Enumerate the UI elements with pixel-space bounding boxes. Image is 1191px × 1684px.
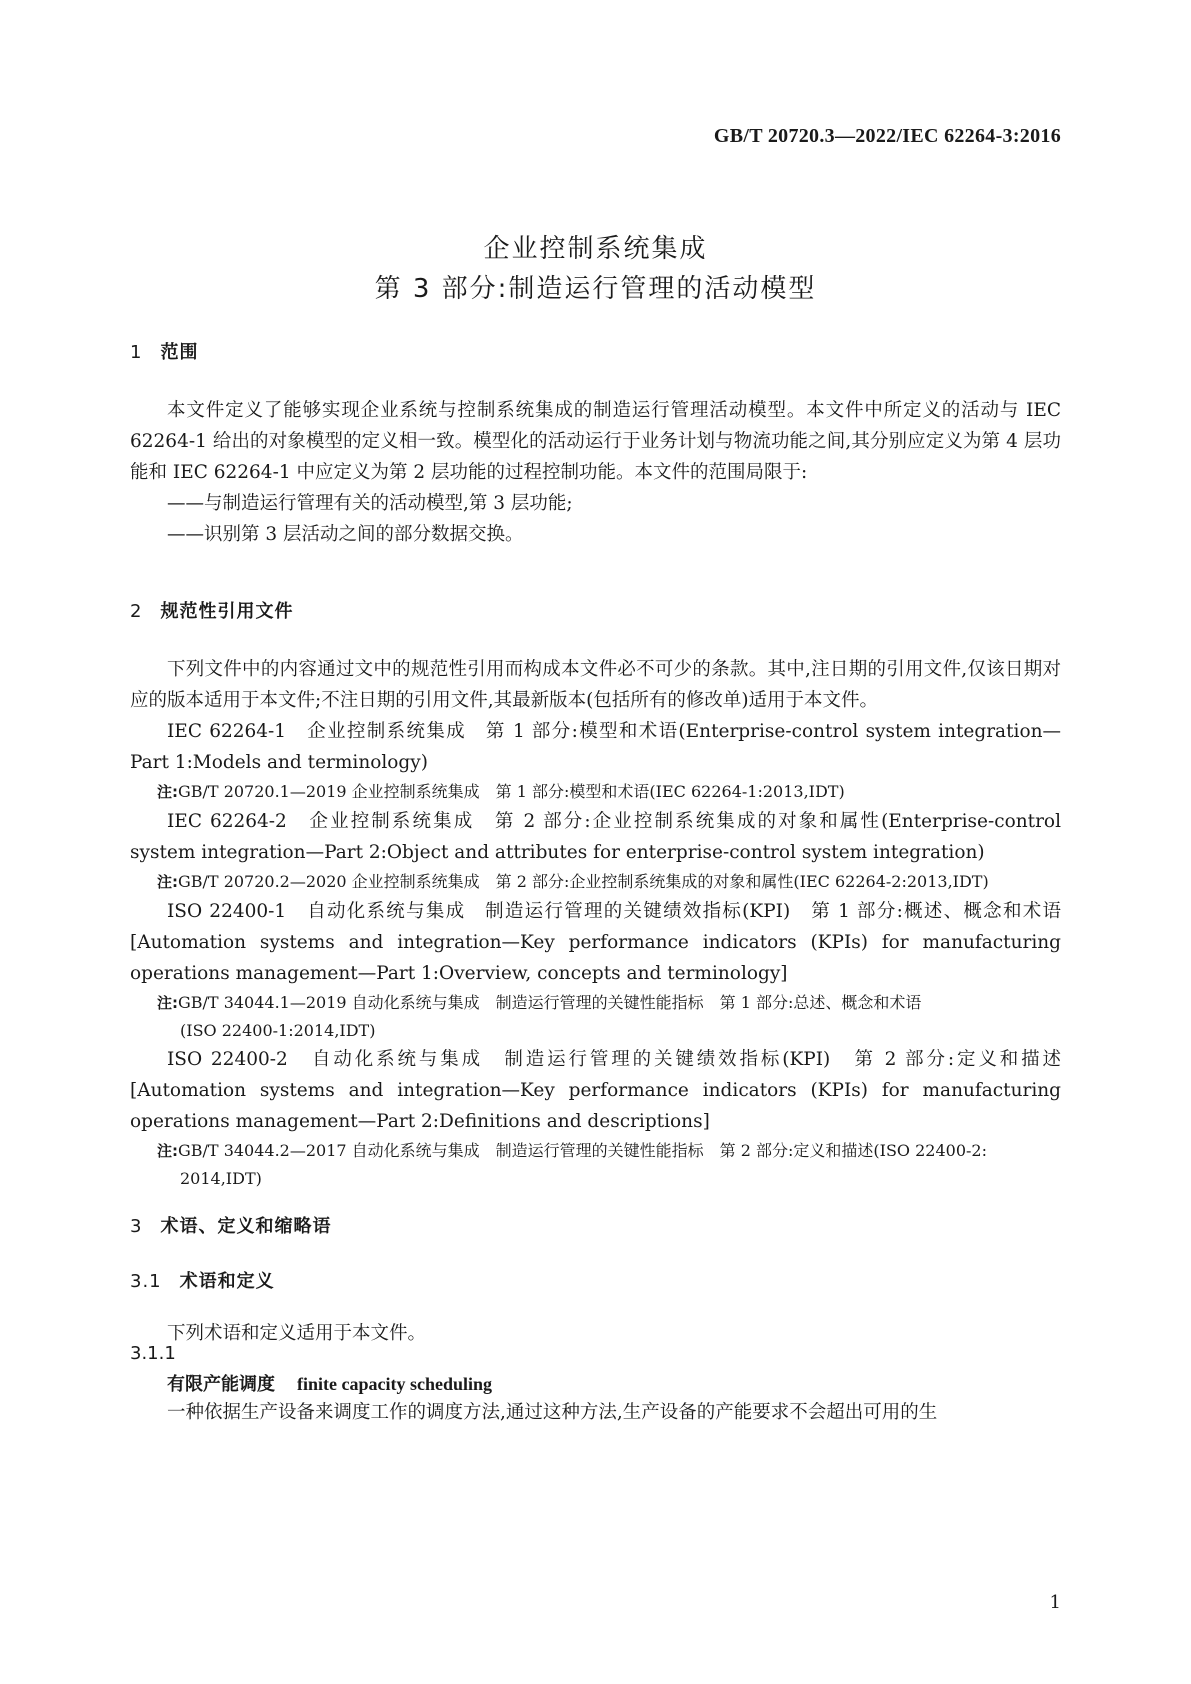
section-1-number: 1 — [130, 342, 143, 363]
section-1-title: 范围 — [160, 342, 199, 363]
section-2-number: 2 — [130, 601, 143, 622]
section-3-1-title: 术语和定义 — [179, 1271, 275, 1292]
normative-reference: ISO 22400-1 自动化系统与集成 制造运行管理的关键绩效指标(KPI) 第 1 部分:概述、概念和术语[Automation systems and integration—Key performance indicators (KPIs) for manufacturing operations management—Part 1:Overview, concepts and terminology] — [130, 901, 1061, 984]
section-3-1-paragraph: 下列术语和定义适用于本文件。 — [167, 1323, 427, 1344]
scope-item: ——与制造运行管理有关的活动模型,第 3 层功能; — [167, 493, 573, 514]
term-name — [167, 1370, 492, 1396]
reference-note-continuation: (ISO 22400-1:2014,IDT) — [180, 1021, 376, 1040]
document-title-line1: 企业控制系统集成 — [483, 234, 708, 264]
section-3-1-number: 3.1 — [130, 1271, 162, 1292]
term-definition-block — [130, 1397, 1061, 1428]
section-1-heading — [130, 338, 198, 364]
term-name-en: finite capacity scheduling — [297, 1374, 493, 1394]
section-3-1-heading — [130, 1267, 275, 1293]
normative-reference: IEC 62264-1 企业控制系统集成 第 1 部分:模型和术语(Enterprise-control system integration—Part 1:Models and terminology) — [130, 721, 1061, 773]
section-3-title: 术语、定义和缩略语 — [160, 1216, 332, 1237]
reference-note — [130, 778, 1061, 806]
section-3-number: 3 — [130, 1216, 143, 1237]
note-text: GB/T 20720.2—2020 企业控制系统集成 第 2 部分:企业控制系统集成的对象和属性(IEC 62264-2:2013,IDT) — [178, 872, 989, 891]
reference-note — [130, 868, 1061, 896]
term-number: 3.1.1 — [130, 1343, 176, 1364]
section-2-paragraph: 下列文件中的内容通过文中的规范性引用而构成本文件必不可少的条款。其中,注日期的引用文件,仅该日期对应的版本适用于本文件;不注日期的引用文件,其最新版本(包括所有的修改单)适用于本文件。 — [130, 659, 1061, 711]
section-3-heading — [130, 1212, 331, 1238]
note-text: GB/T 34044.2—2017 自动化系统与集成 制造运行管理的关键性能指标 第 2 部分:定义和描述(ISO 22400-2: — [178, 1141, 988, 1160]
section-2-title: 规范性引用文件 — [160, 601, 294, 622]
reference-note-continuation: 2014,IDT) — [180, 1169, 262, 1188]
section-1-paragraph: 本文件定义了能够实现企业系统与控制系统集成的制造运行管理活动模型。本文件中所定义的活动与 IEC 62264-1 给出的对象模型的定义相一致。模型化的活动运行于业务计划与物流功能之间,其分别应定义为第 4 层功能和 IEC 62264-1 中应定义为第 2 层功能的过程控制功能。本文件的范围局限于: — [130, 400, 1061, 483]
note-label: 注: — [157, 783, 178, 801]
document-title-line2: 第 3 部分:制造运行管理的活动模型 — [374, 274, 817, 304]
term-definition: 一种依据生产设备来调度工作的调度方法,通过这种方法,生产设备的产能要求不会超出可用的生 — [167, 1402, 938, 1423]
note-label: 注: — [157, 994, 178, 1012]
section-2-body — [130, 654, 1061, 1192]
section-1-body — [130, 395, 1061, 550]
scope-item: ——识别第 3 层活动之间的部分数据交换。 — [167, 524, 524, 545]
reference-note — [130, 1137, 1061, 1165]
note-label: 注: — [157, 1142, 178, 1160]
section-3-1-body — [130, 1318, 1061, 1349]
term-name-cn: 有限产能调度 — [167, 1374, 275, 1395]
normative-reference: IEC 62264-2 企业控制系统集成 第 2 部分:企业控制系统集成的对象和属性(Enterprise-control system integration—Part 2:Object and attributes for enterprise-control system integration) — [130, 811, 1061, 863]
normative-reference: ISO 22400-2 自动化系统与集成 制造运行管理的关键绩效指标(KPI) 第 2 部分:定义和描述[Automation systems and integration—Key performance indicators (KPIs) for manufacturing operations management—Part 2:Definitions and descriptions] — [130, 1049, 1061, 1132]
page-number: 1 — [1049, 1592, 1061, 1613]
note-text: GB/T 34044.1—2019 自动化系统与集成 制造运行管理的关键性能指标 第 1 部分:总述、概念和术语 — [178, 993, 922, 1012]
note-label: 注: — [157, 873, 178, 891]
reference-note — [130, 989, 1061, 1017]
standard-code: GB/T 20720.3—2022/IEC 62264-3:2016 — [713, 125, 1061, 147]
section-2-heading — [130, 597, 293, 623]
note-text: GB/T 20720.1—2019 企业控制系统集成 第 1 部分:模型和术语(IEC 62264-1:2013,IDT) — [178, 782, 845, 801]
